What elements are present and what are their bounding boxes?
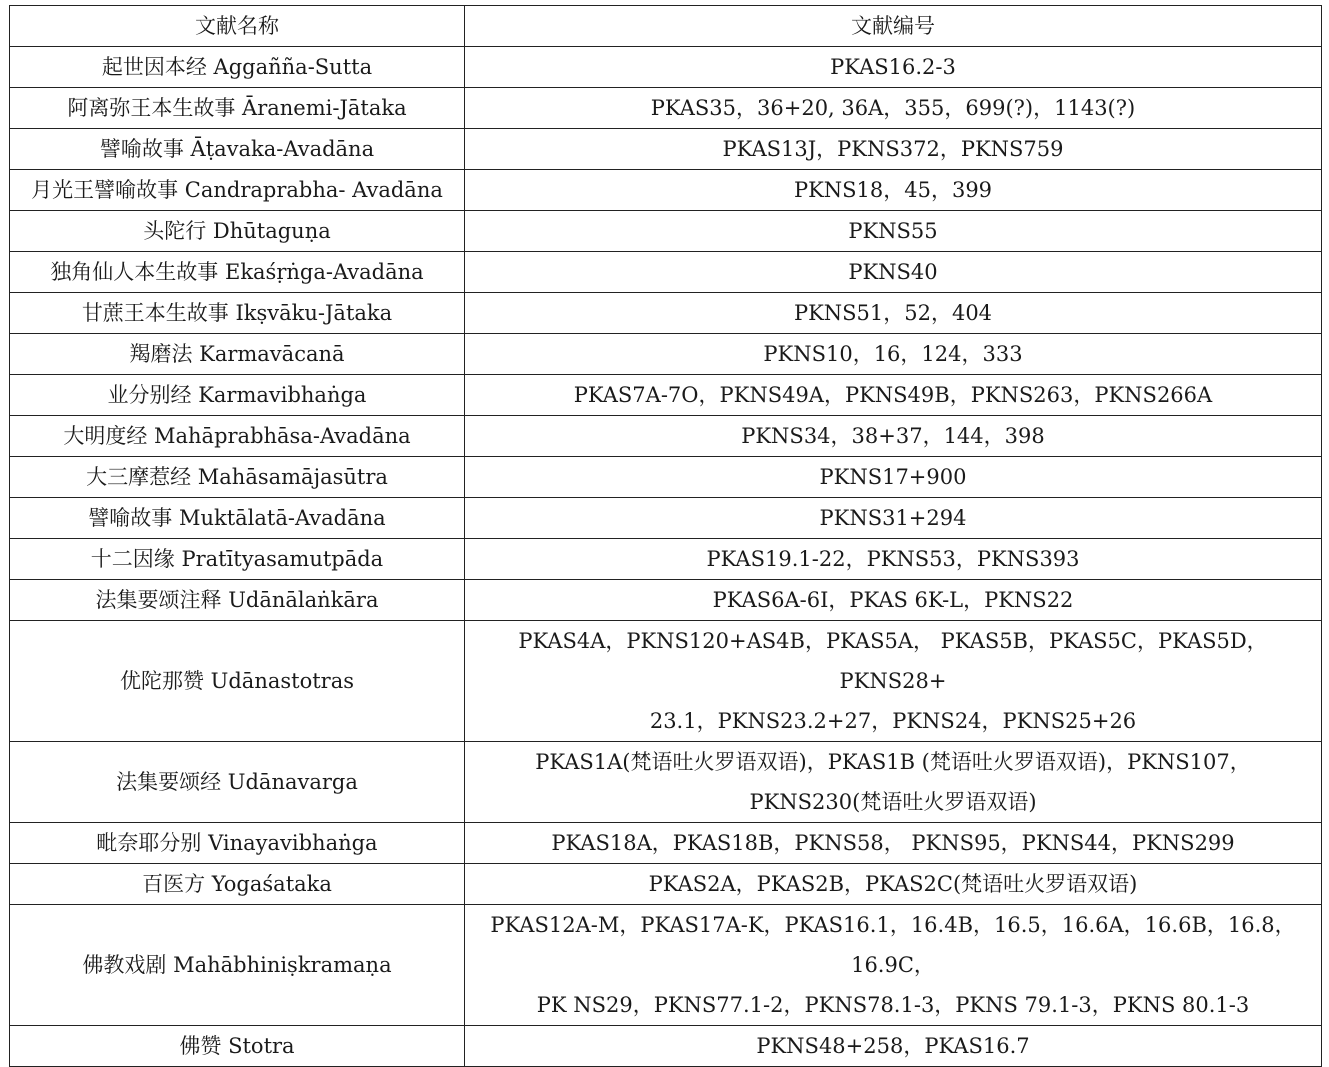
text-name-cell: 优陀那赞 Udānastotras <box>10 621 465 742</box>
table-row <box>10 170 1322 211</box>
text-name-cell: 羯磨法 Karmavācanā <box>10 334 465 375</box>
text-name-cell: 毗奈耶分别 Vinayavibhaṅga <box>10 823 465 864</box>
number-line: PKAS1A(梵语吐火罗语双语)，PKAS1B (梵语吐火罗语双语)，PKNS107， <box>535 750 1251 774</box>
table-row <box>10 457 1322 498</box>
text-number-cell: PKNS10，16，124，333 <box>465 334 1322 375</box>
table-row <box>10 47 1322 88</box>
table-row <box>10 580 1322 621</box>
text-number-cell: PKAS2A，PKAS2B，PKAS2C(梵语吐火罗语双语) <box>465 864 1322 905</box>
number-line: PK NS29，PKNS77.1-2，PKNS78.1-3，PKNS 79.1-3，PKNS 80.1-3 <box>536 993 1250 1017</box>
table-row <box>10 211 1322 252</box>
text-name-cell: 法集要颂经 Udānavarga <box>10 742 465 823</box>
table-row <box>10 129 1322 170</box>
table-row <box>10 293 1322 334</box>
text-name-cell: 起世因本经 Aggañña-Sutta <box>10 47 465 88</box>
table-row <box>10 252 1322 293</box>
text-name-cell: 头陀行 Dhūtaguṇa <box>10 211 465 252</box>
text-name-cell: 大明度经 Mahāprabhāsa-Avadāna <box>10 416 465 457</box>
table-row <box>10 88 1322 129</box>
document-sheet <box>9 5 1321 1067</box>
table-row <box>10 864 1322 905</box>
table-row <box>10 1026 1322 1067</box>
text-name-cell: 百医方 Yogaśataka <box>10 864 465 905</box>
manuscript-table <box>9 5 1322 1067</box>
text-name-cell: 佛教戏剧 Mahābhiniṣkramaṇa <box>10 905 465 1026</box>
text-name-cell: 月光王譬喻故事 Candraprabha- Avadāna <box>10 170 465 211</box>
text-name-cell: 佛赞 Stotra <box>10 1026 465 1067</box>
text-number-cell: PKAS19.1-22，PKNS53，PKNS393 <box>465 539 1322 580</box>
text-number-cell: PKNS51，52，404 <box>465 293 1322 334</box>
column-header-number: 文献编号 <box>465 6 1322 47</box>
text-name-cell: 独角仙人本生故事 Ekaśṛṅga-Avadāna <box>10 252 465 293</box>
text-number-cell: PKNS55 <box>465 211 1322 252</box>
text-number-cell: PKAS18A，PKAS18B，PKNS58， PKNS95，PKNS44，PKNS299 <box>465 823 1322 864</box>
text-number-cell: PKNS17+900 <box>465 457 1322 498</box>
column-header-name: 文献名称 <box>10 6 465 47</box>
text-number-cell <box>465 742 1322 823</box>
text-name-cell: 甘蔗王本生故事 Ikṣvāku-Jātaka <box>10 293 465 334</box>
text-number-cell: PKAS6A-6I，PKAS 6K-L，PKNS22 <box>465 580 1322 621</box>
number-line: PKAS12A-M，PKAS17A-K，PKAS16.1，16.4B，16.5，16.6A，16.6B，16.8，16.9C， <box>490 913 1296 977</box>
table-header-row <box>10 6 1322 47</box>
text-number-cell: PKNS34，38+37，144，398 <box>465 416 1322 457</box>
table-row <box>10 498 1322 539</box>
text-number-cell: PKNS31+294 <box>465 498 1322 539</box>
text-number-cell: PKNS48+258，PKAS16.7 <box>465 1026 1322 1067</box>
text-name-cell: 大三摩惹经 Mahāsamājasūtra <box>10 457 465 498</box>
text-number-cell: PKAS35，36+20, 36A，355，699(?)，1143(?) <box>465 88 1322 129</box>
table-row <box>10 621 1322 742</box>
text-number-cell <box>465 621 1322 742</box>
text-name-cell: 法集要颂注释 Udānālaṅkāra <box>10 580 465 621</box>
table-row <box>10 375 1322 416</box>
text-name-cell: 业分别经 Karmavibhaṅga <box>10 375 465 416</box>
text-name-cell: 十二因缘 Pratītyasamutpāda <box>10 539 465 580</box>
text-number-cell <box>465 905 1322 1026</box>
table-row <box>10 334 1322 375</box>
table-row <box>10 416 1322 457</box>
text-name-cell: 阿离弥王本生故事 Āranemi-Jātaka <box>10 88 465 129</box>
text-number-cell: PKAS13J，PKNS372，PKNS759 <box>465 129 1322 170</box>
table-row <box>10 742 1322 823</box>
number-line: PKNS230(梵语吐火罗语双语) <box>749 790 1037 814</box>
table-row <box>10 905 1322 1026</box>
text-number-cell: PKNS40 <box>465 252 1322 293</box>
number-line: 23.1，PKNS23.2+27，PKNS24，PKNS25+26 <box>649 709 1137 733</box>
text-name-cell: 譬喻故事 Muktālatā-Avadāna <box>10 498 465 539</box>
text-number-cell: PKAS7A-7O，PKNS49A，PKNS49B，PKNS263，PKNS266A <box>465 375 1322 416</box>
table-row <box>10 539 1322 580</box>
table-row <box>10 823 1322 864</box>
text-number-cell: PKNS18，45，399 <box>465 170 1322 211</box>
text-name-cell: 譬喻故事 Āṭavaka-Avadāna <box>10 129 465 170</box>
number-line: PKAS4A，PKNS120+AS4B，PKAS5A， PKAS5B，PKAS5C，PKAS5D，PKNS28+ <box>518 629 1268 693</box>
text-number-cell: PKAS16.2-3 <box>465 47 1322 88</box>
